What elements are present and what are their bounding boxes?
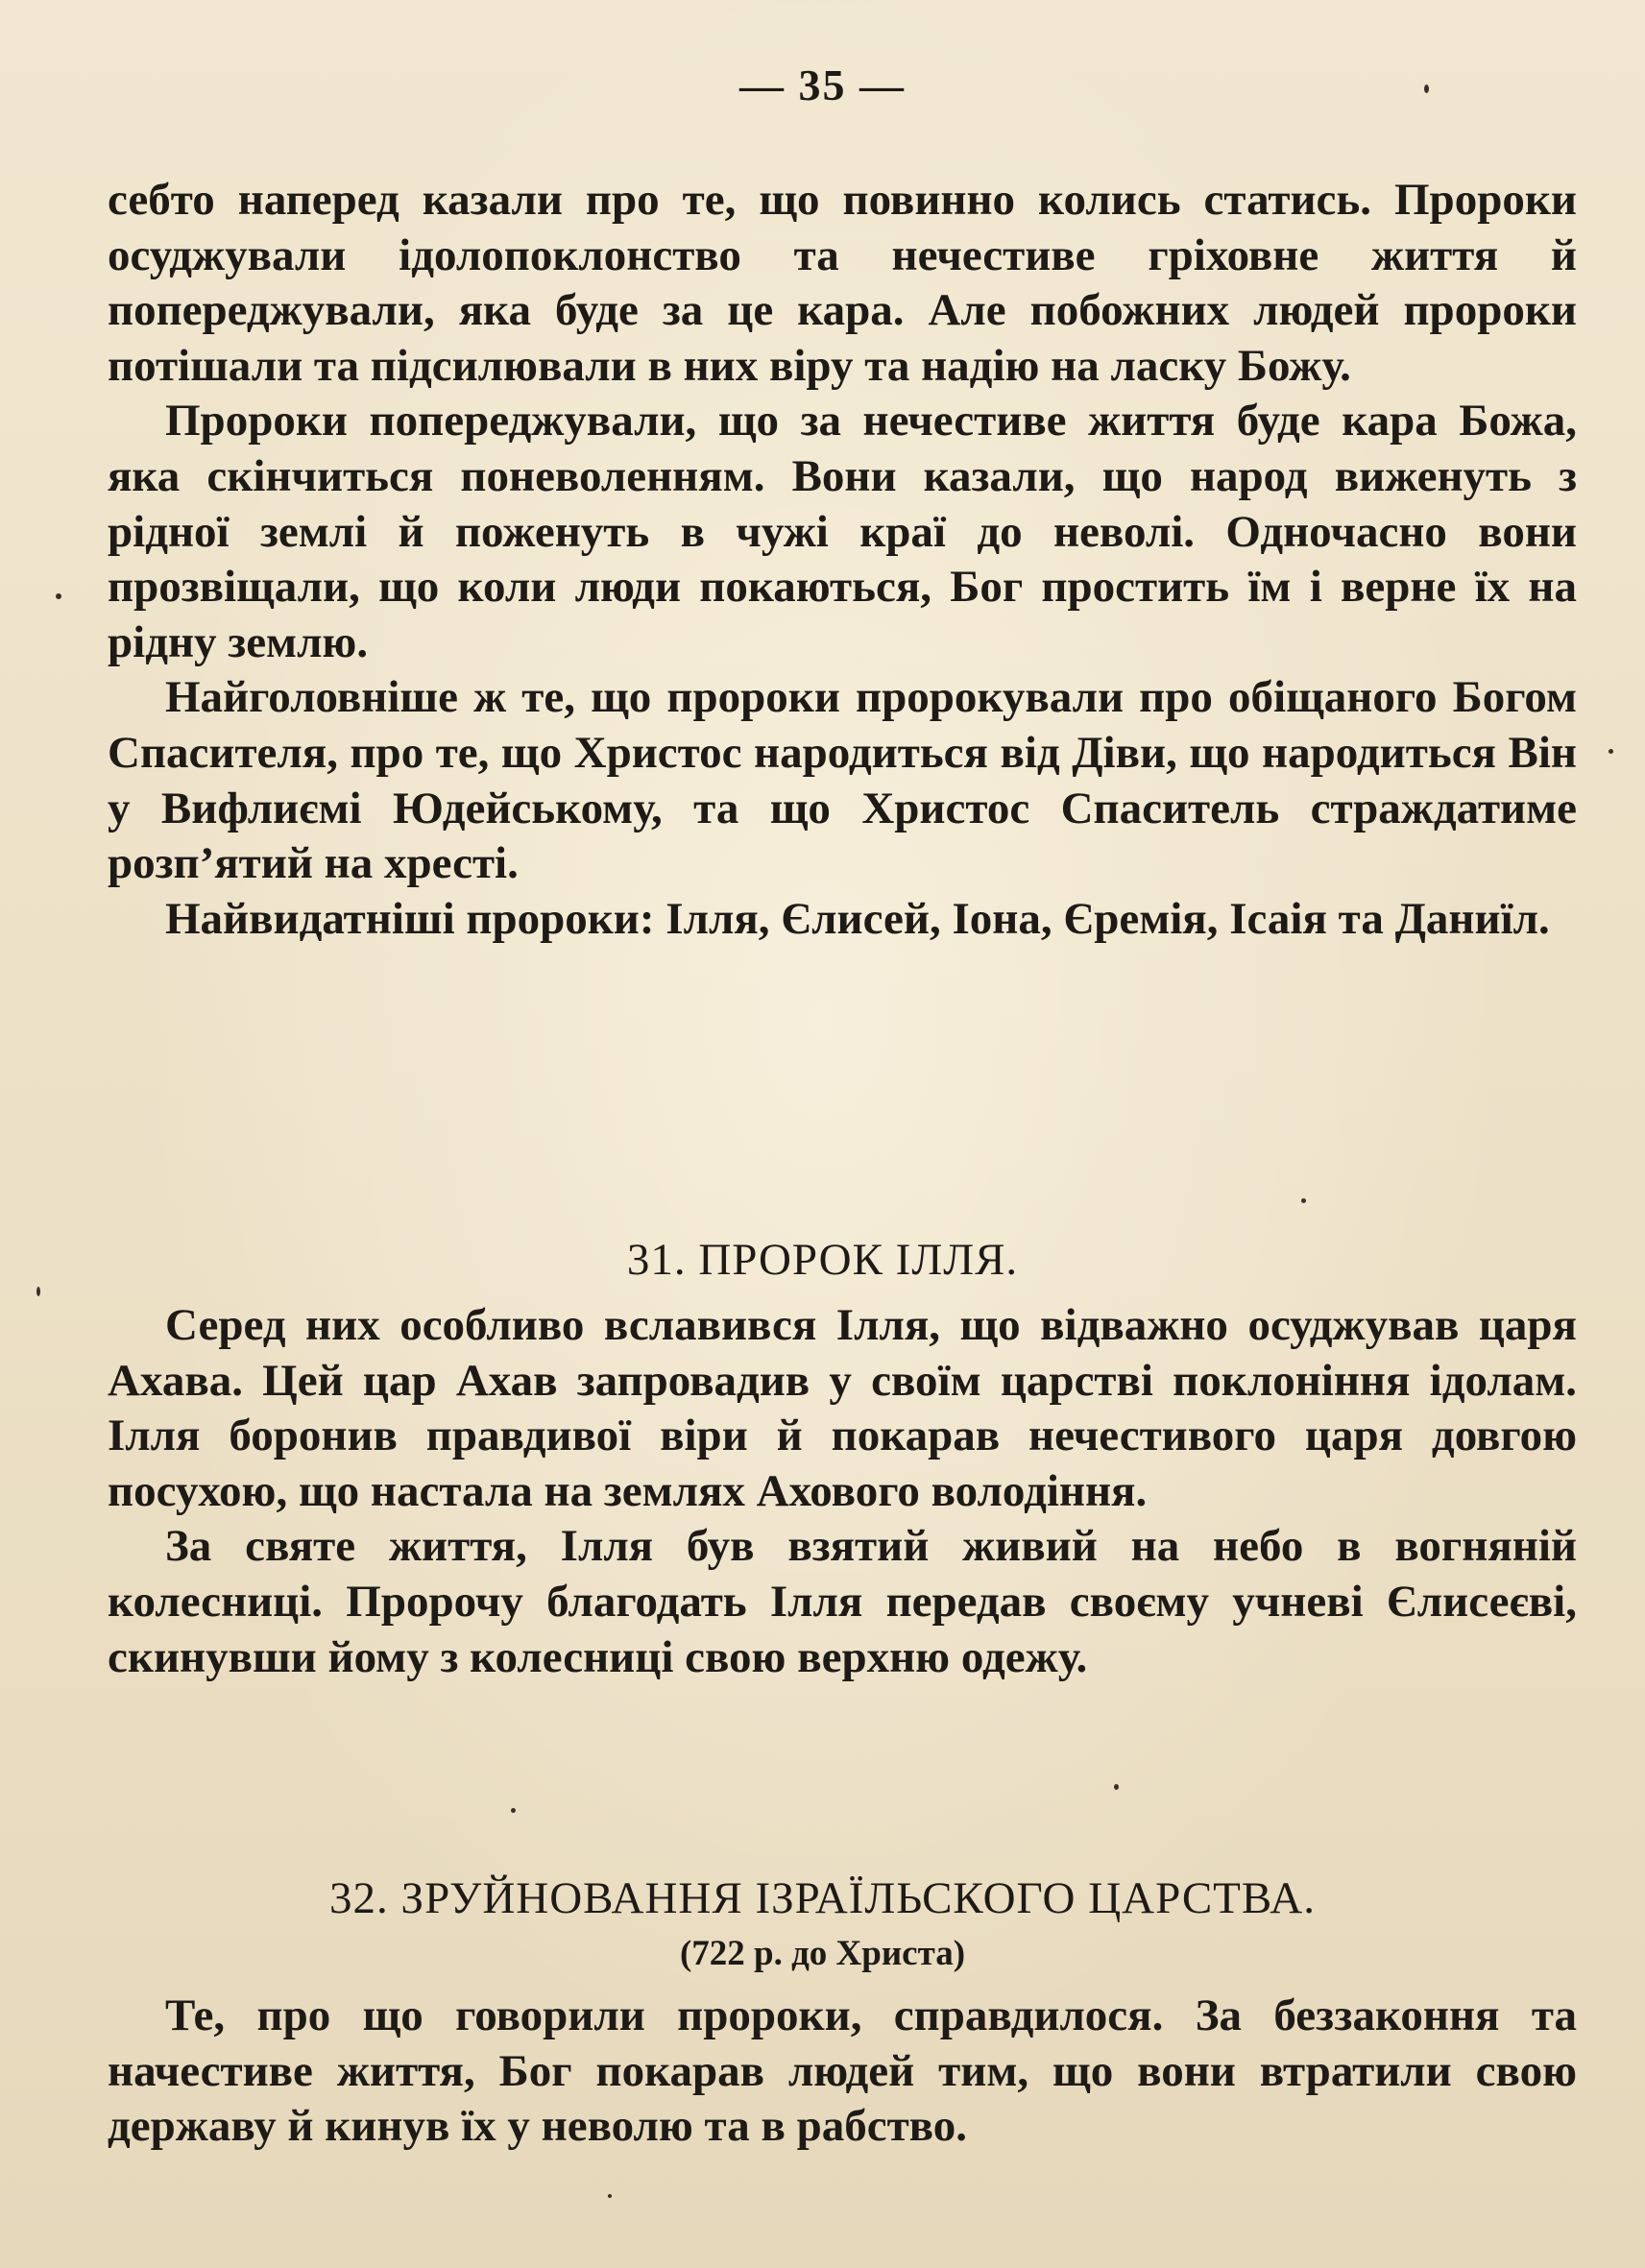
section-32-date: (722 р. до Христа) bbox=[679, 1934, 966, 1973]
print-speck bbox=[36, 1287, 40, 1296]
print-speck bbox=[511, 1808, 516, 1813]
paragraph: За святе життя, Ілля був взятий живий на небо в вогняній колесниці. Пророчу благодать Ілля передав своєму учневі Єлисеєві, скинувши йому з колесниці свою верхню одежу. bbox=[108, 1521, 1577, 1682]
paragraph: Найвидатніші пророки: Ілля, Єлисей, Іона, Єремія, Ісаія та Даниїл. bbox=[165, 893, 1550, 944]
print-speck bbox=[608, 2194, 612, 2198]
print-speck bbox=[56, 593, 61, 599]
section-32-text bbox=[108, 1989, 1577, 2155]
print-speck bbox=[1609, 749, 1613, 754]
paragraph: себто наперед казали про те, що повинно колись статись. Пророки осуджували ідолопоклонство та нечестиве гріховне життя й попереджували, яка буде за це кара. Але побожних людей пророки потішали та підсилювали в них віру та надію на ласку Божу. bbox=[108, 175, 1577, 391]
print-speck bbox=[1301, 1198, 1306, 1203]
print-speck bbox=[1114, 1784, 1119, 1790]
page-number: — 35 — bbox=[739, 60, 906, 109]
section-32-title: 32. ЗРУЙНОВАННЯ ІЗРАЇЛЬСКОГО ЦАРСТВА. bbox=[329, 1873, 1316, 1923]
print-speck bbox=[1424, 84, 1429, 93]
section-31-title: 31. ПРОРОК ІЛЛЯ. bbox=[626, 1235, 1019, 1285]
paragraph: Пророки попереджували, що за нечестиве життя буде кара Божа, яка скінчиться поневоленням. Вони казали, що народ виженуть з рідної землі й поженуть в чужі краї до неволі. Одночасно вони прозвіщали, що коли люди покаються, Бог простить їм і верне їх на рідну землю. bbox=[108, 396, 1577, 667]
paragraph: Те, про що говорили пророки, справдилося. За беззаконня та начестиве життя, Бог покарав людей тим, що вони втратили свою державу й кинув їх у неволю та в рабство. bbox=[108, 1991, 1577, 2152]
paragraph: Серед них особливо вславився Ілля, що відважно осуджував царя Ахава. Цей цар Ахав запровадив у своїм царстві поклоніння ідолам. Ілля боронив правдивої віри й покарав нечестивого царя довгою посухою, що настала на землях Ахового володіння. bbox=[108, 1300, 1577, 1516]
paragraph: Найголовніше ж те, що пророки пророкували про обіщаного Богом Спасителя, про те, що Христос народиться від Діви, що народиться Він у Вифлиємі Юдейському, та що Христос Спаситель страждатиме розп’ятий на хресті. bbox=[108, 672, 1577, 889]
section-31-text bbox=[108, 1298, 1577, 1685]
opening-text bbox=[108, 173, 1577, 947]
